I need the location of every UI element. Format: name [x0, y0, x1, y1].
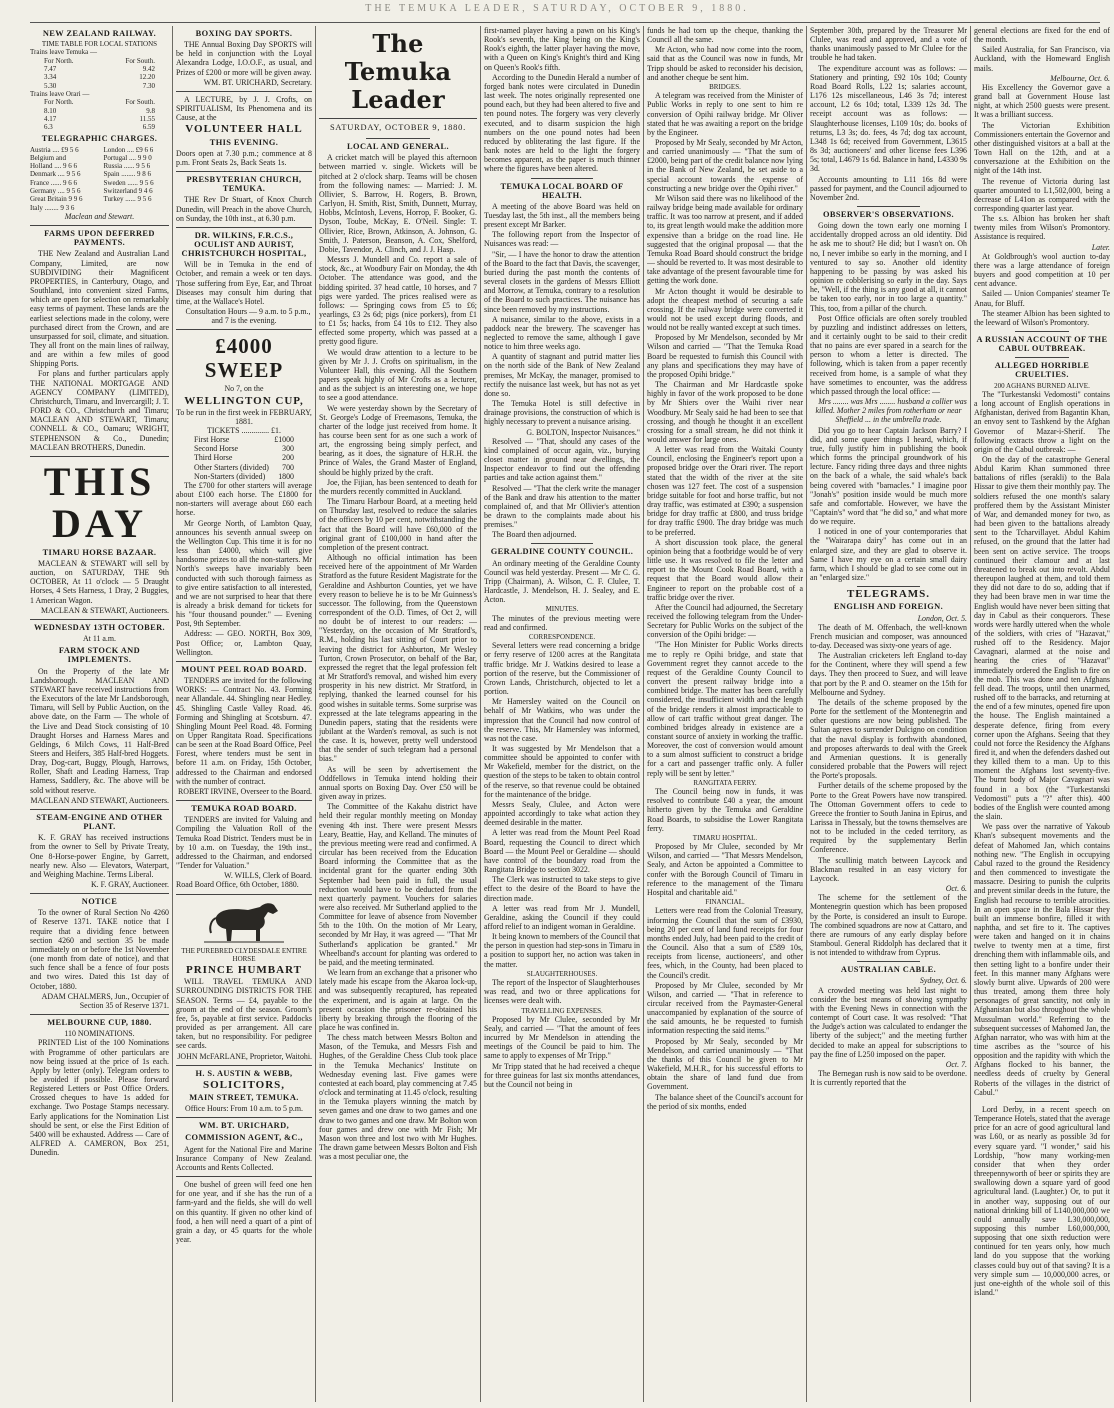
- news-paragraph: The death of M. Offenbach, the well-known French musician and composer, was announced to-day. Deceased was sixty-one years of age.: [810, 622, 967, 650]
- prize-amount: 200: [282, 453, 294, 463]
- horse-illustration-icon: [202, 899, 286, 945]
- mount-peel-signature: ROBERT IRVINE, Overseer to the Board.: [178, 786, 312, 796]
- news-paragraph: Mr Tripp stated that he had received a cheque for three guineas for last six months attendances, but the Council not being in: [484, 1061, 640, 1089]
- news-paragraph: The Clerk was instructed to take steps to give effect to the desire of the Board to have the direction made.: [484, 875, 640, 903]
- timetable-headings-2: [30, 98, 169, 106]
- for-north-label: For North.: [44, 56, 74, 65]
- time-value: 6.59: [142, 123, 155, 132]
- divider: [1015, 357, 1069, 358]
- news-paragraph: The scheme for the settlement of the Montenegrin question which has been proposed by the Porte, is considered an insult to Europe. The combined squadrons are now at Cattaro, and there are rumours of any early display before Stamboul. General Riddolph has declared that it is not intended to withdraw from Cyprus.: [810, 893, 967, 958]
- news-paragraph: Mr Acton, who had now come into the room, said that as the Council was now in funds, Mr Tripp should be asked to reconsider his decision, and another cheque be sent him.: [647, 45, 803, 82]
- correspondence-subheading: CORRESPONDENCE.: [528, 632, 596, 641]
- prize-row: [176, 444, 312, 453]
- tele-row: Holland .... 9 6 6: [30, 162, 78, 171]
- column-5-news: [647, 26, 803, 1404]
- news-paragraph: The Timaru Harbour Board, at a meeting held on Thursday last, resolved to reduce the salaries of the officers by 10 per cent, notwithstanding the fact that the Board will have £60,000 of the original grant of £100,000 in hand after the completion of the present contract.: [319, 497, 477, 552]
- melbourne-cup-heading: MELBOURNE CUP, 1880.: [47, 1018, 152, 1028]
- for-south-label: For South.: [125, 98, 155, 107]
- news-paragraph: The revenue of Victoria during last quarter amounted to L1,502,000, being a decrease of L41on as compared with the corresponding quarter last year.: [974, 176, 1110, 213]
- time-value: 7.30: [142, 81, 155, 90]
- column-7-news: [974, 26, 1110, 1404]
- dateline: SATURDAY, OCTOBER 9, 1880.: [329, 123, 467, 132]
- column-6-news: [810, 26, 967, 1404]
- news-paragraph: The steamer Albion has been sighted to the leeward of Wilson's Promontory.: [974, 308, 1110, 327]
- solicitors: SOLICITORS,: [202, 1078, 286, 1091]
- news-paragraph: The Australian cricketers left England to-day for the Continent, where they will spend a few days. They then proceed to Suez, and will leave that port by the P. and O. steamer on the 15th for Melbourne and Sydney.: [810, 651, 967, 697]
- telegraphic-left: [30, 146, 96, 212]
- melbourne-dateline: Melbourne, Oct. 6.: [1050, 73, 1110, 83]
- wednesday-heading: WEDNESDAY 13TH OCTOBER.: [33, 622, 166, 632]
- australian-cable-heading: AUSTRALIAN CABLE.: [840, 965, 937, 975]
- news-paragraph: Although no official intimation has been received here of the appointment of Mr Warden Stratford as the future Resident Magistrate for the Geraldine and Ashburton Counties, yet we have every reason to believe he is to be Mr Guinness's successor. The following, from the Queenstown correspondent of the O.D. Times, of Oct 2, will no doubt be of interest to our readers: — "Yesterday, on the occasion of Mr Stratford's, R.M., holding his last sitting of Court prior to leaving the district for Ashburton, Mr Wesley Turton, Crown Prosecutor, on behalf of the Bar, expressed the regret that the legal profession felt at Mr Stratford's removal, and wished him every prosperity in his new district. Mr Stratford, in replying, thanked the learned counsel for his good wishes in suitable terms. Some surprise was expressed at the late telegrams appearing in the Dunedin papers, stating that the residents were jubilant at the Warden's removal, as such is not the case. It is, however, pretty well understood that the sender of such telegram had a personal bias.": [319, 553, 477, 764]
- news-paragraph: A crowded meeting was held last night to consider the best means of showing sympathy with the Evening News in connection with the contempt of Court case. It was resolved: "That the Judge's action was calculated to endanger the liberty of the subject;" and the meeting further decided to make an appeal for subscriptions to pay the fine of L250 imposed on the paper.: [810, 985, 967, 1059]
- boxing-day-heading: BOXING DAY SPORTS.: [195, 29, 293, 38]
- tele-row: Russia ...... 9 5 6: [103, 162, 151, 171]
- news-paragraph: Did you go to hear Captain Jackson Barry? I did, and some queer things I heard, which, if true, fully justify him in publishing the book which forms the principal groundwork of his lecture. Fancy riding three days and three nights on the back of a whale, the said whale's back being covered with "barnacles." I imagine poor "Jonah's" position inside would be much more safe and comfortable. However, we have the "Captain's" word that "he did so," and what more do we require.: [810, 425, 967, 527]
- timetable-row: [30, 107, 169, 115]
- news-paragraph: Going down the town early one morning I accidentally dropped across an old identity. Did he ask me to shout? He did; but I wasn't on. Oh no, I never imbibe so early in the morning, and I ventured to say so. Another old identity happening to be passing by was asked his opinion re cobblerising so early in the day. Says he, "Well, if the thing is any good at all, it cannot be taken too early, nor in too large a quantity." This, too, from a pillar of the church.: [810, 221, 967, 313]
- for-north-label: For North.: [44, 98, 74, 107]
- boxing-day-signature: WM. BT. URICHARD, Secretary.: [203, 77, 312, 87]
- travelling-subheading: TRAVELLING EXPENSES.: [521, 1006, 603, 1015]
- bolton-signature: G. BOLTON, Inspector Nuisances.": [526, 427, 640, 437]
- news-paragraph: Proposed by Mr Sealy, seconded by Mr Acton, and carried unanimously — "That the sum of £2000, being part of the credit balance now lying in the Bank of New Zealand, be set aside to a special account towards the expense of constructing a new bridge over the Opihi river.": [647, 138, 803, 193]
- commission-body: Agent for the National Fire and Marine Insurance Company of New Zealand. Accounts and Rents Collected.: [176, 1144, 312, 1172]
- news-paragraph: Joe, the Fijian, has been sentenced to death for the murders recently committed in Auckland.: [319, 477, 477, 496]
- news-paragraph: The minutes of the previous meeting were read and confirmed.: [484, 613, 640, 632]
- wilkins-body: Will be in Temuka in the end of October, and remain a week or ten days. Those suffering from Eye, Ear, and Throat Diseases may consult him during that time, at the Wallace's Hotel.: [176, 260, 312, 306]
- divider: [176, 1176, 312, 1177]
- farm-stock-body: On the Property of the late Mr Landsborough. MACLEAN AND STEWART have received instructions from the Executors of the late Mr Landsborough, Timaru, will Sell by Public Auction, on the above date, on the Farm — The whole of the Live and Dead Stock consisting of 10 Draught Horses and Harness Mares and Geldings, 6 Milch Cows, 11 Half-Bred Steers and Heifers, 385 Half-bred Hoggets. Dray, Dog-cart, Buggy, Plough, Harrows, Roller, Shaft and Leading Harness, Trap Harness, Saddlery, &c. The above will be sold without reserve.: [30, 666, 169, 795]
- news-paragraph: Sailed — Union Companies' steamer Te Anau, for Bluff.: [974, 289, 1110, 308]
- news-paragraph: September 30th, prepared by the Treasurer Mr Clulee, was read and approved, and a vote of thanks unanimously passed to Mr Clulee for the trouble he had taken.: [810, 26, 967, 63]
- wednesday-time: At 11 a.m.: [82, 634, 117, 644]
- prince-body: WILL TRAVEL TEMUKA AND SURROUNDING DISTRICTS FOR THE SEASON. Terms — £4, payable to the groom at the end of the season. Groom's fee, 5s, payable at first service. Paddocks provided as per arrangement. All care taken, but no responsibility. For pedigree see cards.: [176, 977, 312, 1051]
- temuka-road-date: Road Board Office, 6th October, 1880.: [176, 880, 299, 890]
- health-board-heading: TEMUKA LOCAL BOARD OF HEALTH.: [500, 181, 624, 200]
- news-paragraph: Proposed by Mr Clulee, seconded by Mr Wilson, and carried — "That Messrs Mendelson, Sealy, and Acton be appointed a Committee to confer with the Borough Council of Timaru in reference to the management of the Timaru Hospital and charitable aid.": [647, 842, 803, 897]
- prize-row: [176, 463, 312, 472]
- divider: [319, 118, 477, 119]
- sweep-address: Address: — GEO. NORTH, Box 309, Post Office; or, Lambton Quay, Wellington.: [176, 629, 312, 657]
- address-sample: Mrs ........ was Mrs ........ husband a collier was killed. Mother 2 miles from rotherham or near Sheffield ... in the umbrella trade.: [815, 397, 967, 425]
- news-paragraph: "Sir, — I have the honor to draw the attention of the Board to the fact that Davis, the scavenger, buried during the past month the contents of several closets in the gardens of Messrs Elliott and Morrow, at Temuka, contrary to a resolution of the Board to such practices. The nuisance has since been removed by my instructions.: [484, 249, 640, 314]
- bridges-subheading: BRIDGES.: [709, 82, 741, 91]
- slaughterhouses-subheading: SLAUGHTERHOUSES.: [526, 969, 598, 978]
- divider: [30, 893, 169, 894]
- news-paragraph: The Council being now in funds, it was resolved to contribute £40 a year, the amount hitherto given by the Temuka and Geraldine Road Boards, to subsidise the Lower Rangitata ferry.: [647, 787, 803, 833]
- tele-row: Sweden ...... 9 5 6: [103, 178, 154, 187]
- prize-row: [176, 435, 312, 444]
- news-paragraph: Lord Derby, in a recent speech on Temperance Hotels, stated that the average price for an acre of good agricultural land was L60, or as nearly as possible 3d for every square yard. "I wonder," said his Lordship, "how many working-men consider that when they order threepennyworth of beer or spirits they are swallowing down a square yard of good agricultural land. (Laughter.) Or, to put it in another way, supposing out of our national drinking bill of L140,000,000 we could annually save L30,000,000, supposing this number L60,000,000, supposing that one sixth reduction were continued for ten years only, how much land do you suppose that the working classes could buy out of that saving? It is a very simple sum — 10,000,000 acres, or just one-eighth of the whole soil of this island.": [974, 1104, 1110, 1298]
- news-paragraph: Accounts amounting to L11 16s 8d were passed for payment, and the Council adjourned to November 2nd.: [810, 174, 967, 202]
- news-paragraph: We learn from an exchange that a prisoner who lately made his escape from the Akaroa lock-up, and was subsequently recaptured, has repeated the experiment, and is again at large. On the present occasion the prisoner re-obtained his liberty by breaking through the flooring of the place he was confined in.: [319, 968, 477, 1032]
- tele-row: Germany .... 9 5 6: [30, 187, 81, 196]
- news-paragraph: Resolved — "That the clerk write the manager of the Bank and draw his attention to the matter complained of, and that Mr Ollivier's attention be drawn to the complaints made about his premises.": [484, 483, 640, 530]
- bazaar-body: MACLEAN & STEWART will sell by auction, on SATURDAY, THE 9th OCTOBER, At 11 o'clock — 5 Draught Horses, 4 Sets Harness, 1 Dray, 2 Buggies, 1 American Wagon.: [30, 559, 169, 605]
- divider: [176, 1065, 312, 1066]
- telegraphic-table: [30, 146, 169, 212]
- column-rule: [970, 26, 971, 1402]
- news-paragraph: Further details of the scheme proposed by the Porte to the Great Powers have now transpired. The Ottoman Government offers to cede to Greece the frontier to South Janina in Epirus, and Larissa in Thessaly, but the towns themselves are not to be included in the ceded territory, as required by the supplementary Berlin Conference.: [810, 781, 967, 855]
- news-paragraph: According to the Dunedin Herald a number of forged bank notes were circulated in Dunedin last week. The notes originally represented one pound each, but they had been altered to five and ten pound notes. The forgery was very cleverly executed, and to disarm suspicion the high numbers on the one pound notes had been reduced by obliterating the last figure. If the bank notes are held to the light the forgery becomes apparent, as the paper is much thinner where the figures have been altered.: [484, 72, 640, 174]
- news-paragraph: As will be seen by advertisement the Oddfellows in Temuka intend holding their annual sports on Boxing Day. Over £50 will be given away in prizes.: [319, 764, 477, 802]
- column-rule: [643, 26, 644, 1402]
- header-rule: [30, 22, 1100, 23]
- news-paragraph: Resolved — "That, should any cases of the kind complained of occur again, viz., burying closet matter in ground near dwellings, the Inspector endeavor to find out the offending parties and take action against them.": [484, 436, 640, 483]
- maclean-signature: Maclean and Stewart.: [64, 211, 135, 221]
- news-paragraph: Letters were read from the Colonial Treasury, informing the Council that the sum of £3930, being 20 per cent of land fund receipts for four months ended July, had been paid to the credit of the Council. Also that a sum of £589 10s, receipts from license, auctioneers', and other fees, which, in the County, had been placed to the Council's credit.: [647, 906, 803, 980]
- news-paragraph: Proposed by Mr Clulee, seconded by Mr Sealy, and carried — "That the amount of fees incurred by Mr Mendelson in attending the meetings of the Council be paid to him. The same to apply to expenses of Mr Tripp.": [484, 1014, 640, 1061]
- divider: [176, 171, 312, 172]
- news-paragraph: Mr Acton thought it would be desirable to adopt the cheapest method of securing a safe crossing. If the railway bridge were converted it would not be used except during floods, and would not be really wanted except at such times.: [647, 286, 803, 333]
- presbyterian-body: THE Rev Dr Stuart, of Knox Church Dunedin, will Preach in the above Church, on Sunday, the 10th inst., at 6.30 p.m.: [176, 195, 312, 223]
- wilkins-heading: DR. WILKINS, F.R.C.S., OCULIST AND AURIST, CHRISTCHURCH HOSPITAL,: [181, 230, 307, 259]
- prize-row: [176, 472, 312, 481]
- later-dateline: Later.: [1091, 242, 1110, 252]
- temuka-road-body: TENDERS are invited for Valuing and Compiling the Valuation Roll of the Temuka Road District. Tenders must be in by 10 a.m. on Tuesday, the 19th inst., addressed to the Chairman, and endorsed "Tender for Valuation.": [176, 815, 312, 871]
- divider: [176, 661, 312, 662]
- steam-engine-signature: K. F. GRAY, Auctioneer.: [90, 880, 169, 890]
- news-paragraph: general elections are fixed for the end of the month.: [974, 26, 1110, 45]
- railway-heading: NEW ZEALAND RAILWAY.: [42, 29, 157, 38]
- bazaar-heading: TIMARU HORSE BAZAAR.: [42, 547, 157, 557]
- news-paragraph: Mr Wilson said there was no likelihood of the railway bridge being made available for ordinary traffic. It was too narrow at present, and if added to, its great length would make the addition more expensive than a bridge on the road line. He suggested that the original proposal — that the Temuka Road Board should construct the bridge — should be reverted to. It was most desirable to take advantage of the present favourable time for getting the work done.: [647, 193, 803, 286]
- news-paragraph: The s.s. Albion has broken her shaft twenty miles from Wilson's Promontory. Assistance is required.: [974, 214, 1110, 242]
- sweep-heading: £4000 SWEEP: [204, 334, 284, 383]
- news-paragraph: We pass over the narrative of Yakoub Khan's subsequent movements and the defeat of Mahomed Jan, which contains nothing new. "The English in occupying Cabul razed to the ground the Residency and then commenced to investigate the massacre. Desiring to punish the culprits and prevent similar deeds in the future, the English had recourse to terrible atrocities. In an open space in the Bala Hissar they built an immense bonfire, filled it with naphtha, and set fire to it. The captives were taken and hanged on it in chains twelve to twenty men at a time, first drenching them with inflammable oils, and then setting light to a bonfire under their feet. In this manner many Afghans were slowly burnt alive. Upwards of 200 were thus treated, among them three holy personages of great sanctity, not only in Afghanistan but also throughout the whole Mussulman world." Referring to the subsequent successes of Mahomed Jan, the Afghan narrator, who was with him at the time ascribes as the "source of his opposition and the rapidity with which the Afghans flocked to his banner, the needless deeds of cruelty by General Roberts of the villages in the district of Cabul.": [974, 822, 1110, 1097]
- news-paragraph: A letter was read from Mr J. Mundell, Geraldine, asking the Council if they could afford relief to an indigent woman in Geraldine.: [484, 903, 640, 931]
- news-paragraph: An ordinary meeting of the Geraldine County Council was held yesterday. Present — Mr C. G. Tripp (Chairman), A. Wilson, C. F. Clulee, T. Hardcastle, J. Mendelson, H. J. Sealey, and E. Acton.: [484, 558, 640, 605]
- news-paragraph: A cricket match will be played this afternoon between married v. single. Wickets will be pitched at 2 o'clock sharp. Teams will be chosen from the following names: — Married: J. M. Ollivier, S. Barrow, H. Rogers, B. Brown, Carlyon, H. Smith, Rist, Smith, Dunnett, Murray, Hobbs, McIntosh, Levens, Horrop, F. Booker, G. Dyson, Toube, McKay, E. O'Neil. Single: T. Ollivier, Rice, Brown, Atkinson, A. Johnson, G. Smith, J. Paterson, Beanson, A. Cox, Shelford, Dobie, Tavendor, A. Clinch, and J. J. Hasp.: [319, 153, 477, 254]
- column-4-news: [484, 26, 640, 1404]
- news-paragraph: We were yesterday shown by the Secretary of St. George's Lodge of Freemasons, Temuka, the charter of the lodge just received from home. It has course been sent for as one such a work of art, the engrossing being simply perfect, and bearing, as it does, the signature of H.R.H. the Prince of Wales, the Grand Master of England, should be highly prized by the craft.: [319, 403, 477, 477]
- doors-info: Doors open at 7.30 p.m.; commence at 8 p.m. Front Seats 2s, Back Seats 1s.: [176, 148, 312, 167]
- prize-amount: 1800: [278, 471, 294, 481]
- column-rule: [806, 26, 807, 1402]
- running-head: THE TEMUKA LEADER, SATURDAY, OCTOBER 9, 1880.: [365, 3, 749, 14]
- column-rule: [480, 26, 481, 1402]
- english-foreign-heading: ENGLISH AND FOREIGN.: [833, 602, 944, 612]
- farm-stock-signature: MACLEAN AND STEWART, Auctioneers.: [30, 795, 169, 805]
- news-paragraph: Several letters were read concerning a bridge or ferry reserve of 1200 acres at the Rangitata traffic bridge. Mr J. Watkins desired to lease a portion of the reserve, but the Commissioner of Crown Lands, Christchurch, objected to let a portion.: [484, 641, 640, 697]
- boxing-day-body: THE Annual Boxing Day SPORTS will be held in conjunction with the Loyal Alexandra Lodge, I.O.O.F., as usual, and Prizes of £200 or more will be given away.: [176, 40, 312, 77]
- farms-apply: For plans and further particulars apply THE NATIONAL MORTGAGE AND AGENCY COMPANY (LIMITED), Christchurch, Timaru, and Invercargill; J. T. FORD & CO., Christchurch and Timaru; MACLEAN AND STEWART, Timaru; CONNELL & CO., Oamaru; WRIGHT, STEPHENSON & Co., Dunedin; MACLEAN BROTHERS, Dunedin.: [30, 369, 169, 452]
- divider: [30, 619, 169, 620]
- prince-humbart: PRINCE HUMBART: [186, 964, 302, 977]
- news-paragraph: I noticed in one of your contemporaries that the "Wairarapa dairy" has come out in an enlarged size, and they are glad to observe it. Same I have my eye on a certain small dairy farm, which I should be glad to see come out in an "enlarged size.": [810, 527, 967, 583]
- divider: [176, 329, 312, 330]
- divider: [1015, 331, 1069, 332]
- telegrams-heading: TELEGRAMS.: [846, 588, 931, 601]
- news-paragraph: A letter was read from the Mount Peel Road Board, requesting the Council to direct which Board — the Mount Peel or Geraldine — should have control of the boundary road from the Rangitata Bridge to section 3022.: [484, 828, 640, 875]
- austin-webb: H. S. AUSTIN & WEBB,: [195, 1068, 293, 1078]
- prize-label: First Horse: [194, 435, 230, 445]
- geraldine-council-heading: GERALDINE COUNTY COUNCIL.: [490, 547, 634, 557]
- prize-amount: 700: [282, 462, 294, 472]
- prize-label: Second Horse: [194, 444, 239, 454]
- divider: [176, 800, 312, 801]
- news-paragraph: A short discussion took place, the general opinion being that a footbridge would be of very little use. It was resolved to file the letter and report to the Mount Cook Road Board, with a request that the Board would allow their Engineer to report on the probable cost of a traffic bridge over the river.: [647, 537, 803, 602]
- news-paragraph: The Board then adjourned.: [492, 530, 577, 540]
- telegraphic-heading: TELEGRAPHIC CHARGES.: [41, 134, 158, 144]
- news-paragraph: The Victorian Exhibition Commissioners entertain the Governor and other distinguished visitors at a ball at the Town Hall on the 12th, and at a conversazione at the Exhibition on the night of the 14th inst.: [974, 120, 1110, 176]
- news-paragraph: Mr Hamersley waited on the Council on behalf of Mr Watkins, who was under the impression that the Council had now control of the reserve. This, Mr Hamersley was informed, was not the case.: [484, 697, 640, 743]
- railway-subheading: TIME TABLE FOR LOCAL STATIONS: [41, 40, 158, 49]
- time-value: 6.3: [44, 123, 53, 132]
- column-rule: [315, 26, 316, 1402]
- prize-amount: 300: [282, 444, 294, 454]
- divider: [1015, 1101, 1069, 1102]
- news-paragraph: Messrs Sealy, Clulee, and Acton were appointed accordingly to take what action they deemed desirable in the matter.: [484, 799, 640, 828]
- column-1-advertisements: [30, 26, 169, 1404]
- commission-agent: COMMISSION AGENT, &C.,: [185, 1133, 303, 1143]
- time-value: 5.30: [44, 81, 57, 90]
- tele-row: France ...... 9 6 6: [30, 178, 78, 187]
- news-paragraph: After the Council had adjourned, the Secretary received the following telegram from the Under-Secretary for Public Works on the subject of the conversion of the Opihi bridge: —: [647, 602, 803, 640]
- bushel-paragraph: One bushel of green will feed one hen for one year, and if she has the run of a farm-yard and the fields, she will do well on this quantity. If given no other kind of food, a hen will need a quart of a pint of grain a day, or 45 quarts for the whole year.: [176, 1180, 312, 1244]
- sweep-note: The £700 for other starters will average about £100 each horse. The £1800 for non-starters will average about £60 each horse.: [176, 480, 312, 518]
- afghans-subheading: 200 AGHANS BURNED ALIVE.: [994, 381, 1090, 390]
- news-paragraph: first-named player having a pawn on his King's Rook's seventh, the King being on the King's Rook's eighth, the latter player having the move, with a Queen on King's Knight's third and King on Queen's Rook's fifth.: [484, 26, 640, 72]
- tele-row: Belgium and: [30, 153, 66, 162]
- news-paragraph: It being known to members of the Council that the person in question had step-sons in Timaru in a position to support her, no action was taken in the matter.: [484, 932, 640, 969]
- cruelties-heading: ALLEGED HORRIBLE CRUELTIES.: [994, 361, 1090, 380]
- presbyterian-heading: PRESBYTERIAN CHURCH, TEMUKA.: [186, 175, 302, 194]
- time-value: 9.42: [142, 65, 155, 74]
- time-value: 8.10: [44, 106, 57, 115]
- news-paragraph: Post Office officials are often sorely troubled by puzzling and indistinct addresses on letters, and it certainly ought to be said to their credit that no pains are ever spared in a search for the person to whom a letter is directed. The following, which is taken from a paper recently received from home, is a sample of what they have sometimes to encounter, was the address which passed through the local office: —: [810, 313, 967, 396]
- steam-engine-body: K. F. GRAY has received instructions from the owner to Sell by Private Treaty, One 8-Horse-power Engine, by Garrett, nearly new. Also — Elevators, Waterpart, and Weighing Machine. Terms Liberal.: [30, 833, 169, 879]
- news-paragraph: The expenditure account was as follows: — Stationery and printing, £92 10s 10d; County Road Board Rolls, L22 1s; salaries account, L176 12s miscellaneous, L46 3s 7d; interest account, L2 6s 10d; total, L339 12s 3d. The receipt account was as follows: — Slaughterhouse licenses, L109 10s; do. books of returns, L3 3s; do. fees, 4s 7d; dog tax account, L348 1s 6d; received from Government, L3615 8s 3d; auctioneers' and other license fees L396 5s; total, L4679 1s 6d. Balance in hand, L4330 9s 3d.: [810, 63, 967, 174]
- news-paragraph: The balance sheet of the Council's account for the period of six months, ended: [647, 1092, 803, 1111]
- news-paragraph: On the day of the catastrophe General Abdul Karim Khan summoned three battalions of rifles (serakli) to the Bala Hissar to give them their monthly pay. The soldiers refused the one month's salary proffered them by the Assistant Minister of War, and demanded money for two, as had been given to the battalions already sent to the Tcharvillayet. Abdul Kahim refused, on the ground that the latter had been sent on active service. The troops continued their clamour and at last threatened to break out into revolt. Abdul thereupon laughed at them, and told them they did not dare to do so, adding that if they had been brave men in war time the English would have never been sitting that day in Cabul as their conquerors. These words were hardly uttered when the whole of the soldiers, with cries of "Hazavat," rushed off to the Residency. Major Cavagnari, alarmed at the noise and hearing the cries of "Hazavat" immediately ordered the English to fire on the mob. This was done and ten Afghans fell dead. The troops, until then unarmed, rushed off to the barracks, and returning at the end of a few minutes, opened fire upon the house. The English maintained a desperate defence, firing from every corner upon the Afghans. Seeing that they could not force the Residency the Afghans fired it, and when the defenders dashed out they killed them to a man. Up to this moment the Afghans lost seventy-five. The burnt body of Major Cavagnari was found in a box (the "Turkestanski Vedomosti" puts a "?" after this). 400 bodies of the English were counted among the slain.: [974, 455, 1110, 822]
- masthead: The Temuka Leader: [344, 29, 452, 114]
- time-value: 11.55: [139, 114, 155, 123]
- divider: [176, 227, 312, 228]
- melbourne-cup-body: PRINTED List of the 100 Nominations with Programme of other particulars are now being issued at the price of 1s each. Apply by letter (only). Telegram orders to be avoided if possible. Please forward Registered Letters or Post Office Orders. Crossed cheques to have 1s added for exchange. Two Postage Stamps necessary. Early applications for the Nomination List should be sent, or else the First Edition of 5400 will be exhausted. Address — Care of ALFRED A. CAMERON, Box 251, Dunedin.: [30, 1038, 169, 1158]
- bazaar-signature: MACLEAN & STEWART, Auctioneers.: [40, 605, 169, 615]
- tele-row: Great Britain 9 9 6: [30, 195, 83, 204]
- tele-row: Italy ........ 9 3 6: [30, 203, 75, 212]
- observer-heading: OBSERVER'S OBSERVATIONS.: [822, 209, 955, 219]
- prize-label: Third Horse: [194, 453, 233, 463]
- lecture-body: A LECTURE, by J. J. Crofts, on SPIRITUALISM, Its Phenomena and its Cause, at the: [176, 94, 312, 123]
- timetable-headings-1: [30, 57, 169, 65]
- tele-row: Switzerland 9 4 6: [103, 187, 153, 196]
- divider: [366, 138, 429, 139]
- news-paragraph: It was suggested by Mr Mendelson that a committee should be appointed to confer with Mr Wakefield, member for the district, on the question of the steps to be taken to obtain control of the reserve, so that revenue could be obtained for the maintenance of the bridge.: [484, 744, 640, 799]
- news-paragraph: The Chairman and Mr Hardcastle spoke highly in favor of the work proposed to be done by Mr Shiers over the Waihi river near Woodbury. Mr Sealy said he had been to see that crossing, and though he thought it an excellent crossing for a small stream, he did not think it would answer for large ones.: [647, 380, 803, 445]
- column-2-advertisements: [176, 26, 312, 1404]
- temuka-road-heading: TEMUKA ROAD BOARD.: [191, 804, 297, 814]
- news-paragraph: The following report from the Inspector of Nuisances was read: —: [484, 230, 640, 249]
- news-paragraph: At Goldbrough's wool auction to-day there was a large attendance of foreign buyers and good competition at 10 per cent advance.: [974, 251, 1110, 289]
- prize-amount: £1000: [274, 435, 294, 445]
- divider: [857, 586, 920, 587]
- main-street: MAIN STREET, TEMUKA.: [189, 1092, 299, 1102]
- divider: [176, 1117, 312, 1118]
- news-paragraph: Proposed by Mr Clulee, seconded by Mr Wilson, and carried — "That in reference to circular received from the Paymaster-General unaccompanied by explanation of the source of the said amounts, he be requested to furnish information respecting the said items.": [647, 980, 803, 1036]
- time-value: 4.17: [44, 114, 57, 123]
- run-in: To be run in the first week in FEBRUARY, 1881.: [176, 407, 312, 426]
- news-paragraph: The report of the Inspector of Slaughterhouses was read, and two or three applications for licenses were dealt with.: [484, 978, 640, 1006]
- office-hours: Office Hours: From 10 a.m. to 5 p.m.: [185, 1104, 303, 1114]
- timetable-row: [30, 115, 169, 123]
- divider: [857, 206, 920, 207]
- this-evening: THIS EVENING.: [209, 137, 279, 147]
- sweep-number: No 7, on the: [224, 384, 264, 394]
- sweep-body: Mr George North, of Lambton Quay, announces his seventh annual sweep on the Wellington Cup. This time it is for no less than £4000, which will give handsome prizes to all the non-starters. Mr North's sweeps have invariably been conducted with such thorough fairness as to give entire satisfaction to all interested, and we are not surprised to hear that there is already a brisk demand for tickets for his "four thousand pounder." — Evening Post, 9th September.: [176, 518, 312, 629]
- timetable-row: [30, 65, 169, 73]
- urichard-name: WM. BT. URICHARD,: [198, 1121, 290, 1131]
- divider: [30, 456, 169, 457]
- notice-signature: ADAM CHALMERS, Jun., Occupier of Section 35 of Reserve 1371.: [41, 991, 169, 1010]
- news-paragraph: A quantity of stagnant and putrid matter lies on the north side of the Bank of New Zealand premises, Mr McKay, the manager, promised to rectify the nuisance last week, but has not as yet done so.: [484, 352, 640, 398]
- financial-subheading: FINANCIAL.: [705, 898, 745, 907]
- prize-label: Other Starters (divided): [194, 462, 269, 472]
- wellington-cup: WELLINGTON CUP,: [184, 394, 304, 407]
- time-value: 12.20: [139, 73, 155, 82]
- local-general-heading: LOCAL AND GENERAL.: [347, 142, 449, 152]
- news-paragraph: The scullinig match between Laycock and Blackman resulted in an easy victory for Laycock.: [810, 855, 967, 883]
- divider: [176, 91, 312, 92]
- divider: [176, 894, 312, 895]
- farms-body: THE New Zealand and Australian Land Company, Limited, are now SUBDIVIDING their Magnificent PROPERTIES, in Canterbury, Otago, and Southland, into convenient sized Farms, which are open for selection on remarkably easy terms of payment. These lands are the earliest selections made in the colony, were purchased direct from the Crown, and are unsurpassed for soil, climate, and situation. They all front on the main lines of railway, and are within a few miles of good Shipping Ports.: [30, 249, 169, 369]
- time-value: 7.47: [44, 65, 57, 74]
- steam-engine-heading: STEAM-ENGINE AND OTHER PLANT.: [36, 812, 163, 832]
- news-paragraph: The chess match between Messrs Bolton and Mason, of the Temuka, and Messrs Fish and Hughes, of the Geraldine Chess Club took place in the Temuka Mechanics' Institute on Wednesday evening last. Five games were contested at each board, play commencing at 7.45 o'clock and terminating at 11.45 o'clock, resulting in the Temuka players winning the match by seven games and one draw to two games and one draw to two games and one draw. Mr Bolton won four games and drew one with Mr Fish; Mr Mason won three and lost two with Mr Hughes. The drawn game between Messrs Bolton and Fish was a most peculiar one, the: [319, 1033, 477, 1162]
- this-day-heading: THIS DAY: [43, 458, 156, 546]
- column-3-news: [319, 26, 477, 1404]
- prize-row: [176, 453, 312, 462]
- minutes-subheading: MINUTES.: [545, 605, 579, 614]
- news-paragraph: A nuisance, similar to the above, exists in a paddock near the brewery. The scavenger has neglected to remove the same, although I gave notice to him three weeks ago.: [484, 314, 640, 352]
- volunteer-hall: VOLUNTEER HALL: [185, 123, 303, 136]
- trains-orari-label: Trains leave Orari —: [30, 89, 90, 98]
- divider: [531, 178, 593, 179]
- melbourne-cup-sub: 110 NOMINATIONS.: [64, 1029, 135, 1039]
- notice-body: To the owner of Rural Section No 4260 of Reserve 1371. TAKE notice that I require that a dividing fence between section 4260 and section 35 be made immediately on or before the 1st November (one month from date of notice), and that such fence shall be a fence of four posts and two wires. Dated this 1st day of October, 1880.: [30, 908, 169, 991]
- sydney-dateline: Sydney, Oct. 6.: [919, 976, 967, 986]
- timetable-row: [30, 73, 169, 81]
- news-paragraph: Proposed by Mr Sealy, seconded by Mr Mendelson, and carried unanimously — "That the thanks of this Council be given to Mr Wakefield, M.H.R., for his successful efforts to obtain the share of land fund due from Government.: [647, 1036, 803, 1092]
- cabul-heading: A RUSSIAN ACCOUNT OF THE CABUL OUTBREAK.: [976, 335, 1108, 354]
- ferry-subheading: RANGITATA FERRY.: [693, 778, 757, 787]
- divider: [30, 809, 169, 810]
- news-paragraph: The details of the scheme proposed by the Porte for the settlement of the Montenegrin and other questions are now being published. The Sultan agrees to surrender Dulcigno on condition that the naval display is forthwith abandoned, and proposes afterwards to deal with the Greek and Armenian questions. It is generally considered probable that the Powers will reject the Porte's proposals.: [810, 697, 967, 781]
- time-value: 9.8: [146, 106, 155, 115]
- for-south-label: For South.: [125, 56, 155, 65]
- prince-signature: JOHN McFARLANE, Proprietor, Waitohi.: [177, 1051, 312, 1061]
- column-rule: [172, 26, 173, 1402]
- news-paragraph: Messrs J. Mundell and Co. report a sale of stock, &c., at Woodbury Fair on Monday, the 4th October. The attendance was good, and the bidding spirited. 37 head cattle, 10 horses, and 7 pigs were yarded. The prices realised were as follows: — Springing cows from £5 to £6; yearlings, £3 2s 6d; pigs (nice porkers), from £1 to £1 5s; hacks, from £4 10s to £12. They also effected some property, which was passed at a pretty good figure.: [319, 255, 477, 347]
- tele-row: Austria .... £9 5 6: [30, 145, 79, 154]
- london-dateline: London, Oct. 5.: [917, 613, 967, 623]
- tele-row: Turkey ...... 9 5 6: [103, 195, 152, 204]
- oct6-dateline: Oct. 6.: [945, 884, 967, 894]
- temuka-road-signature: W. WILLS, Clerk of Board.: [224, 871, 312, 881]
- news-paragraph: Sailed Australia, for San Francisco, via Auckland, with the Homeward English mails.: [974, 45, 1110, 73]
- news-paragraph: The Committee of the Kakahu district have held their regular monthly meeting on Monday evening 4th inst. There were present Messrs Leary, Beattie, Hay, and Kelland. The minutes of the previous meeting were read and confirmed. A circular has been received from the Education Board informing the Committee that as the incidental grant for the quarter ending 30th September had been paid in full, the usual reduction would have to be deducted from the next quarterly payment. Vouchers for salaries were also received. Mr Sutherland applied to the Committee for leave of absence from November 5th to the 10th. On the motion of Mr Leary, seconded by Mr Hay, it was agreed — "That Mr Sutherland's application be granted." Mr Wheelband's account for planting was ordered to be paid, and the meeting terminated.: [319, 802, 477, 967]
- news-paragraph: A telegram was received from the Minister of Public Works in reply to one sent to him re conversion of Opihi railway bridge. Mr Oliver stated that he was awaiting a report on the bridge by the Engineer.: [647, 91, 803, 137]
- mount-peel-heading: MOUNT PEEL ROAD BOARD.: [181, 664, 307, 674]
- telegraphic-right: [104, 146, 170, 212]
- news-paragraph: A letter was read from the Waitaki County Council, enclosing the Engineer's report upon a proposed bridge over the Orari river. The report stated that the width of the river at the site chosen was 127 feet. The cost of a suspension bridge suitable for foot and horse traffic, but not dray traffic, was estimated at £390; a suspension bridge for dray traffic at £800, and truss bridge for dray traffic £900. The dray bridge was much to be preferred.: [647, 445, 803, 537]
- tele-row: Denmark .... 9 5 6: [30, 170, 81, 179]
- consultation-hours: Consultation Hours — 9 a.m. to 5 p.m., and 7 is the evening.: [185, 307, 311, 326]
- news-paragraph: The Temuka Hotel is still defective in drainage provisions, the construction of which is highly necessary to prevent a nuisance arising.: [484, 399, 640, 427]
- clydesdale-heading: THE PUREBRED CLYDESDALE ENTIRE HORSE: [181, 946, 307, 963]
- oct7-dateline: Oct. 7.: [945, 1059, 967, 1069]
- divider: [30, 225, 169, 226]
- trains-temuka-label: Trains leave Temuka —: [30, 48, 97, 57]
- divider: [531, 543, 593, 544]
- timetable-row: [30, 123, 169, 131]
- news-paragraph: "The Hon Minister for Public Works directs me to reply re Opihi bridge, and state that Government regret they cannot accede to the request of the Geraldine County Council to convert the present railway bridge into a combined bridge. The matter has been carefully considered, the insufficient width and the length of the bridge renders it almost impracticable to allow of cart traffic without great danger. The combined bridges already in existence are a constant source of anxiety in working the traffic. Moreover, the cost of conversion would amount to a sum almost sufficient to construct a bridge for a cart and passenger traffic only. A fuller reply will be sent by letter.": [647, 640, 803, 778]
- news-paragraph: Proposed by Mr Mendelson, seconded by Mr Wilson and carried — "That the Temuka Road Board be requested to furnish this Council with any plans and specifications they may have of the proposed Opihi bridge.": [647, 333, 803, 379]
- tele-row: London .... £9 6 6: [103, 145, 154, 154]
- tele-row: Portugal .... 9 9 0: [103, 153, 152, 162]
- time-value: 3.34: [44, 73, 57, 82]
- farm-stock-heading: FARM STOCK AND IMPLEMENTS.: [58, 646, 141, 665]
- timetable-row: [30, 82, 169, 90]
- news-paragraph: funds he had torn up the cheque, thanking the Council all the same.: [647, 26, 803, 45]
- news-paragraph: We would draw attention to a lecture to be given by Mr J. J. Crofts on spiritualism, in the Volunteer Hall, this evening. All the Southern papers speak highly of Mr Crofts as a lecturer, and as the subject is an interesting one, we hope to see a good attendance.: [319, 347, 477, 403]
- tele-row: Spain ........ 9 8 6: [103, 170, 151, 179]
- news-paragraph: The Bernegan rush is now said to be overdone. It is currently reported that the: [810, 1069, 967, 1088]
- hospital-subheading: TIMARU HOSPITAL.: [692, 833, 758, 842]
- mount-peel-body: TENDERS are invited for the following WORKS: — Contract No. 43. Forming near Allandale. 44. Shingling near Hedley. 45. Shingling Castle Valley Road. 46. Forming and Shingling at Scotsburn. 47. Shingling Mount Peel Road. 48. Forming on Upper Rangitata Road. Specifications can be seen at the Road Board Office, Peel Forest, where tenders must be sent in before 11 a.m. on Friday, 15th October, addressed to the Chairman and endorsed with the number of contract.: [176, 676, 312, 786]
- news-paragraph: A meeting of the above Board was held on Tuesday last, the 5th inst., all the members being present except Mr Barker.: [484, 201, 640, 230]
- divider: [30, 1014, 169, 1015]
- news-paragraph: His Excellency the Governor gave a grand ball at Government House last night, at which 2500 guests were present. It was a brilliant success.: [974, 82, 1110, 120]
- divider: [857, 961, 920, 962]
- news-paragraph: The "Turkestanski Vedomosti" contains a long account of English operations in Afghanistan, derived from Bagantin Khan, an envoy sent to Tashkend by the Afghan Governor of Mazar-i-Sherif. The following extracts throw a light on the origin of the Cabul outbreak: —: [974, 389, 1110, 454]
- tickets-price: TICKETS .............. £1.: [207, 426, 281, 435]
- farms-heading: FARMS UPON DEFERRED PAYMENTS.: [44, 229, 155, 248]
- notice-heading: NOTICE: [81, 897, 118, 907]
- prize-label: Non-Starters (divided): [194, 471, 266, 481]
